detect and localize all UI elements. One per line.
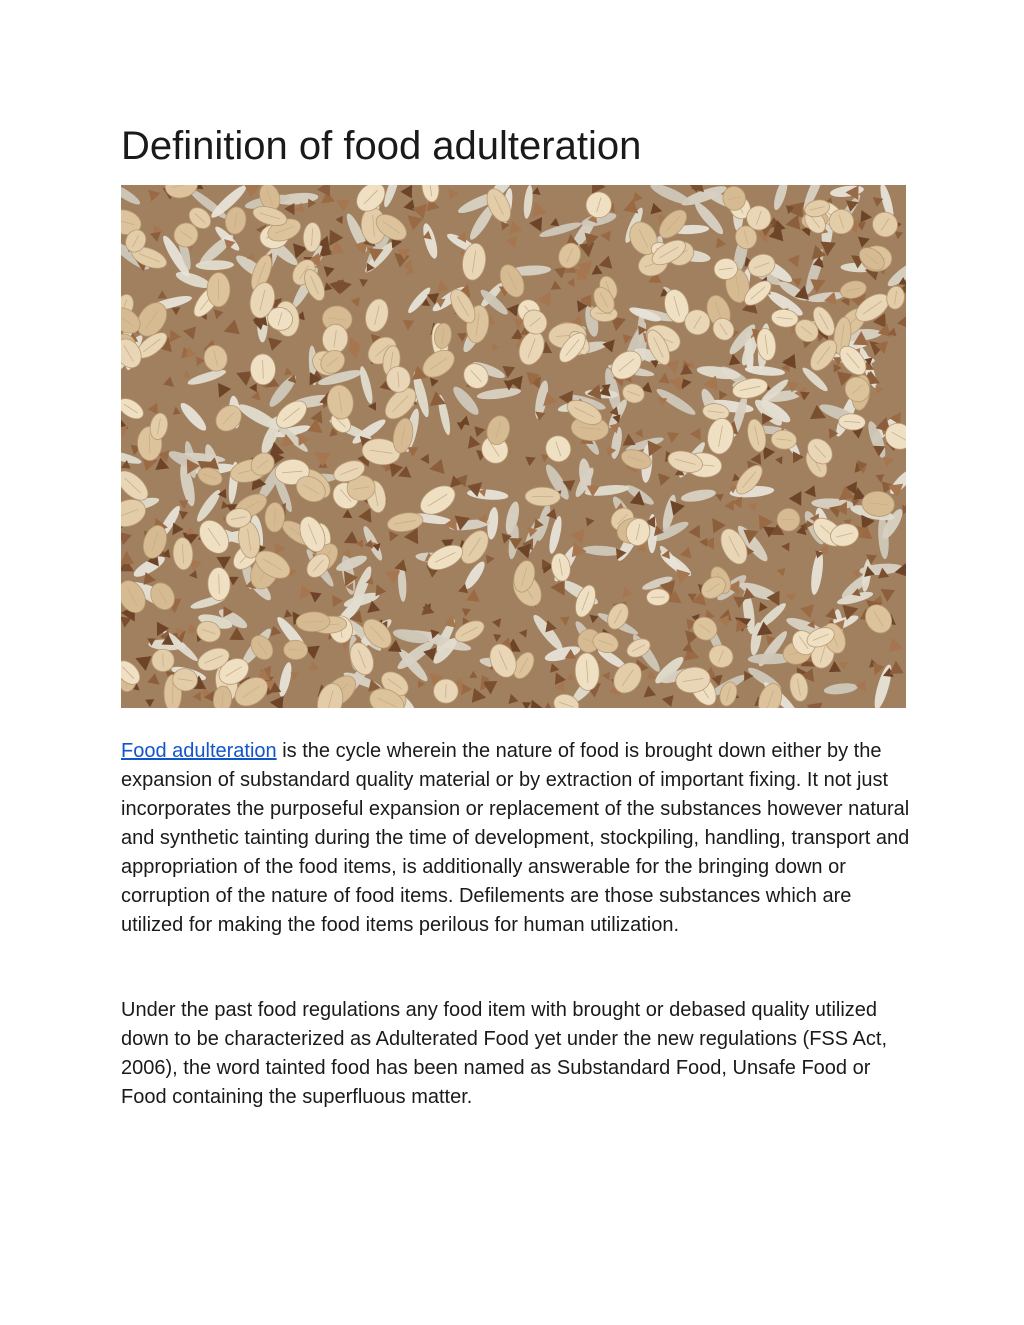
grain-mix-photo bbox=[121, 185, 906, 708]
paragraph-regulations: Under the past food regulations any food item with brought or debased quality utilized down to be characterized as Adulterated Food yet under the new regulations (FSS Act, 2006), the word tainted food has been named as Substandard Food, Unsafe Food or Food containing the superfluous matter. bbox=[121, 999, 888, 1108]
food-adulteration-link[interactable]: Food adulteration bbox=[121, 740, 277, 762]
paragraph-definition-text: is the cycle wherein the nature of food is brought down either by the expansion of substandard quality material or by extraction of important fixing. It not just incorporates the purposeful expansion or replacement of the substances however natural and synthetic tainting during the time of development, stockpiling, handling, transport and appropriation of the food items, is additionally answerable for the bringing down or corruption of the nature of food items. Defilements are those substances which are utilized for making the food items perilous for human utilization. bbox=[121, 740, 910, 936]
page-title: Definition of food adulteration bbox=[121, 124, 642, 168]
grain-mix-illustration bbox=[121, 185, 906, 708]
paragraph-definition bbox=[121, 737, 911, 940]
